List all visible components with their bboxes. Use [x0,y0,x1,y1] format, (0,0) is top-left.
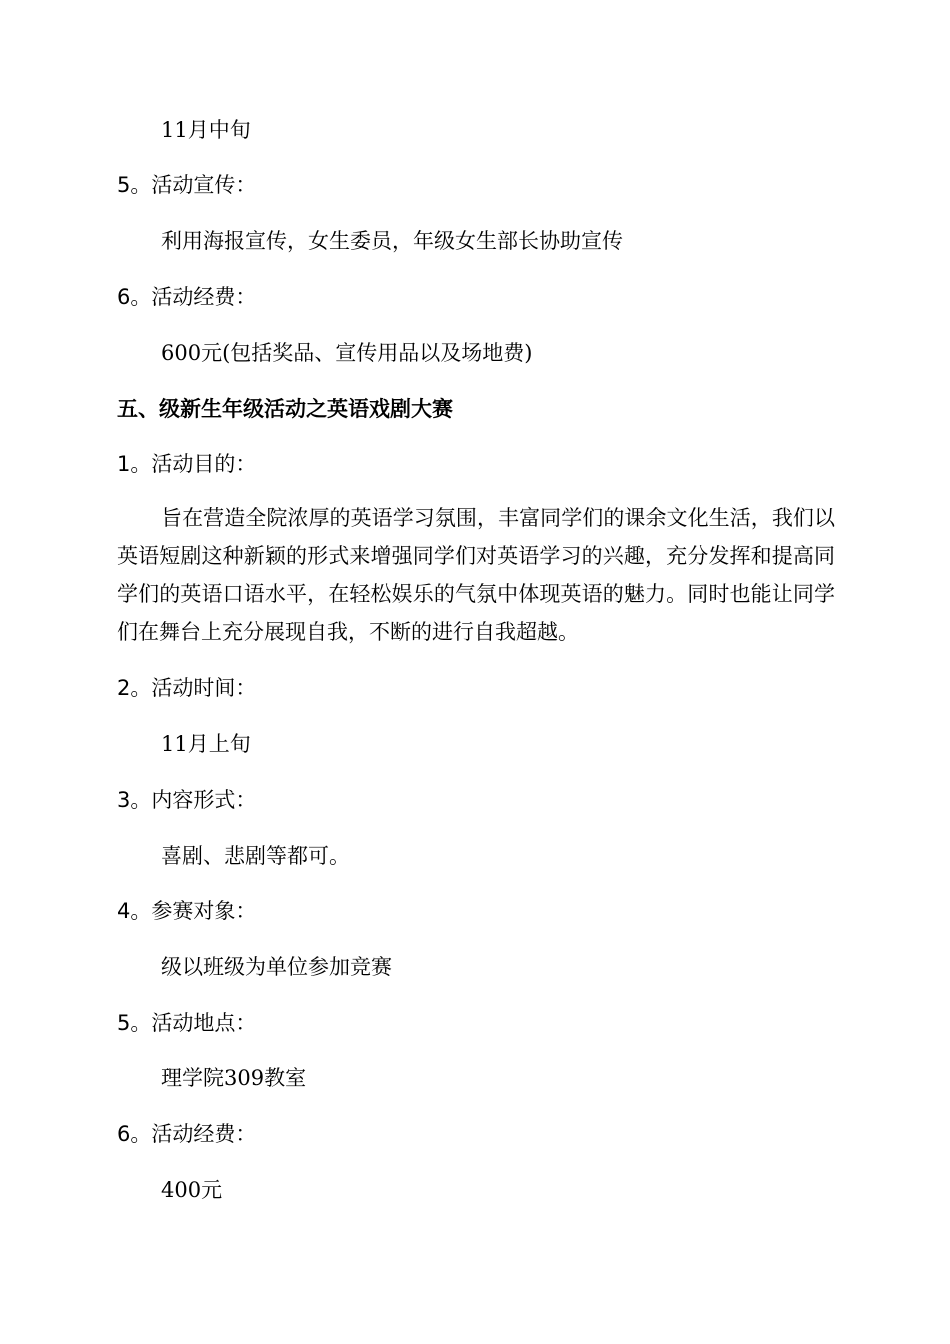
content-value: 喜剧、悲剧等都可。 [161,844,350,868]
time-value-early-november: 11月上旬 [161,732,251,756]
item-6-budget-heading: 6。活动经费： [117,285,257,309]
item-3-content-heading: 3。内容形式： [117,788,257,812]
item-4-participants-heading: 4。参赛对象： [117,899,257,923]
item-5-publicity-heading: 5。活动宣传： [117,173,257,197]
budget-value-400: 400元 [161,1178,223,1202]
item-1-purpose-heading: 1。活动目的： [117,452,257,476]
item-5-location-heading: 5。活动地点： [117,1011,257,1035]
section-5-title: 五、级新生年级活动之英语戏剧大赛 [117,397,453,421]
location-value: 理学院309教室 [161,1066,307,1090]
publicity-value: 利用海报宣传，女生委员，年级女生部长协助宣传 [161,229,623,253]
time-value-mid-november: 11月中旬 [161,118,251,142]
participants-value: 级以班级为单位参加竞赛 [161,955,392,979]
item-2-time-heading: 2。活动时间： [117,676,257,700]
purpose-paragraph: 旨在营造全院浓厚的英语学习氛围，丰富同学们的课余文化生活，我们以英语短剧这种新颖的形式来增强同学们对英语学习的兴趣，充分发挥和提高同学们的英语口语水平，在轻松娱乐的气氛中体现英语的魅力。同时也能让同学们在舞台上充分展现自我，不断的进行自我超越。 [117,506,835,644]
item-6-budget-heading-2: 6。活动经费： [117,1122,257,1146]
budget-value-600: 600元(包括奖品、宣传用品以及场地费) [161,341,533,365]
